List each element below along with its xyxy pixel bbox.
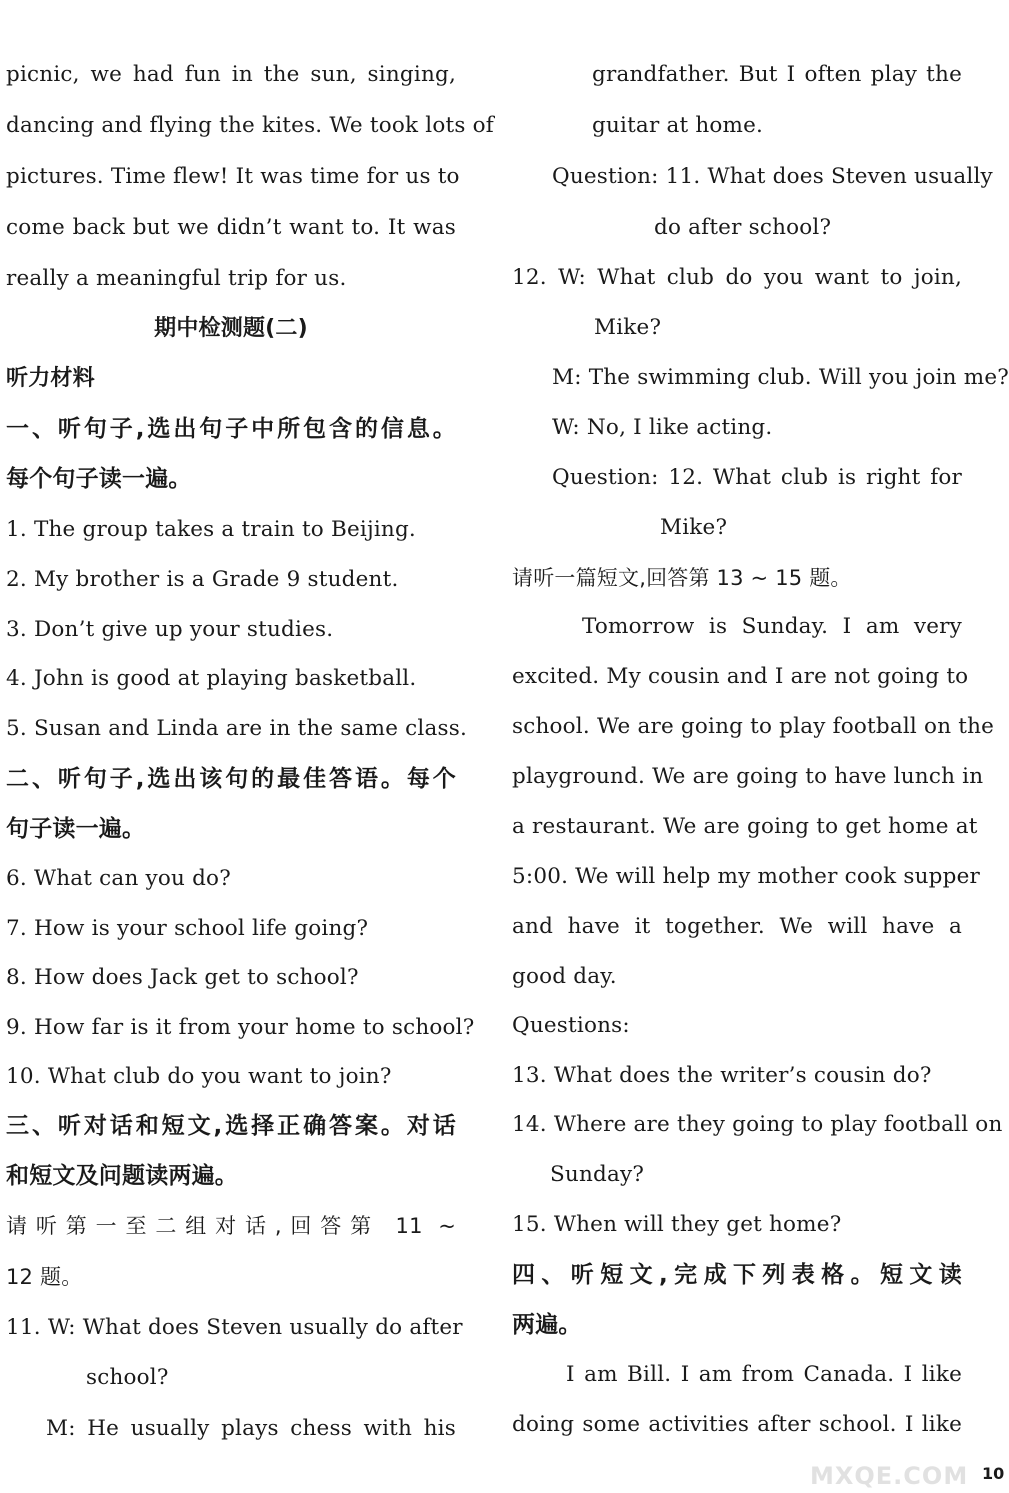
instruction-heading: 每个句子读一遍。 [6, 466, 192, 492]
question-line: do after school? [654, 215, 832, 240]
list-item: 8. How does Jack get to school? [6, 965, 359, 990]
list-item: 2. My brother is a Grade 9 student. [6, 567, 399, 592]
text-line: pictures. Time flew! It was time for us to [6, 164, 460, 189]
instruction-heading: 四、听短文,完成下列表格。短文读 [512, 1262, 962, 1288]
list-item: 5. Susan and Linda are in the same class. [6, 716, 468, 741]
watermark-text: MXQE.COM [810, 1462, 969, 1490]
page-number: 10 [982, 1464, 1005, 1483]
watermark [810, 1440, 990, 1490]
passage-line: 5:00. We will help my mother cook supper [512, 864, 980, 889]
list-item: Sunday? [550, 1162, 645, 1187]
dialogue-line: grandfather. But I often play the [592, 62, 962, 87]
list-item: 9. How far is it from your home to school? [6, 1015, 475, 1040]
list-item: 14. Where are they going to play football on [512, 1112, 1003, 1137]
passage-line: Tomorrow is Sunday. I am very [582, 614, 962, 639]
list-item: 7. How is your school life going? [6, 916, 369, 941]
instruction-heading: 三、听对话和短文,选择正确答案。对话 [6, 1113, 456, 1139]
instruction-heading: 句子读一遍。 [6, 816, 146, 842]
question-line: Question: 11. What does Steven usually [552, 164, 993, 189]
passage-line: good day. [512, 964, 617, 989]
dialogue-line: Mike? [594, 315, 662, 340]
section-title: 期中检测题(二) [154, 316, 308, 341]
passage-line: doing some activities after school. I like [512, 1412, 962, 1437]
list-item: 10. What club do you want to join? [6, 1064, 392, 1089]
passage-line: school. We are going to play football on the [512, 714, 995, 739]
text-line: really a meaningful trip for us. [6, 266, 347, 291]
question-line: Mike? [660, 515, 728, 540]
instruction-heading: 一、听句子,选出句子中所包含的信息。 [6, 416, 456, 442]
list-item: 1. The group takes a train to Beijing. [6, 517, 416, 542]
dialogue-line: W: No, I like acting. [552, 415, 773, 440]
passage-line: playground. We are going to have lunch in [512, 764, 984, 789]
text-line: picnic, we had fun in the sun, singing, [6, 62, 456, 87]
text-line: Questions: [512, 1013, 630, 1038]
list-item: 6. What can you do? [6, 866, 231, 891]
dialogue-line: school? [86, 1365, 169, 1390]
text-line: dancing and flying the kites. We took lots of [6, 113, 494, 138]
list-item: 4. John is good at playing basketball. [6, 666, 417, 691]
passage-line: and have it together. We will have a [512, 914, 962, 939]
list-item: 3. Don’t give up your studies. [6, 617, 334, 642]
dialogue-line: 11. W: What does Steven usually do after [6, 1315, 463, 1340]
subsection-heading: 听力材料 [6, 366, 95, 391]
instruction-text: 请听第一至二组对话,回答第 11 ~ [6, 1214, 456, 1238]
text-line: come back but we didn’t want to. It was [6, 215, 456, 240]
question-line: Question: 12. What club is right for [552, 465, 962, 490]
passage-line: a restaurant. We are going to get home at [512, 814, 978, 839]
list-item: 13. What does the writer’s cousin do? [512, 1063, 932, 1088]
passage-line: excited. My cousin and I are not going to [512, 664, 969, 689]
instruction-heading: 二、听句子,选出该句的最佳答语。每个 [6, 766, 456, 792]
dialogue-line: M: He usually plays chess with his [46, 1416, 456, 1441]
dialogue-line: 12. W: What club do you want to join, [512, 265, 962, 290]
passage-line: I am Bill. I am from Canada. I like [566, 1362, 962, 1387]
instruction-heading: 两遍。 [512, 1312, 582, 1338]
dialogue-line: guitar at home. [592, 113, 764, 138]
instruction-heading: 和短文及问题读两遍。 [6, 1163, 238, 1189]
list-item: 15. When will they get home? [512, 1212, 842, 1237]
instruction-text: 请听一篇短文,回答第 13 ~ 15 题。 [512, 566, 852, 590]
dialogue-line: M: The swimming club. Will you join me? [552, 365, 1009, 390]
instruction-text: 12 题。 [6, 1265, 83, 1289]
